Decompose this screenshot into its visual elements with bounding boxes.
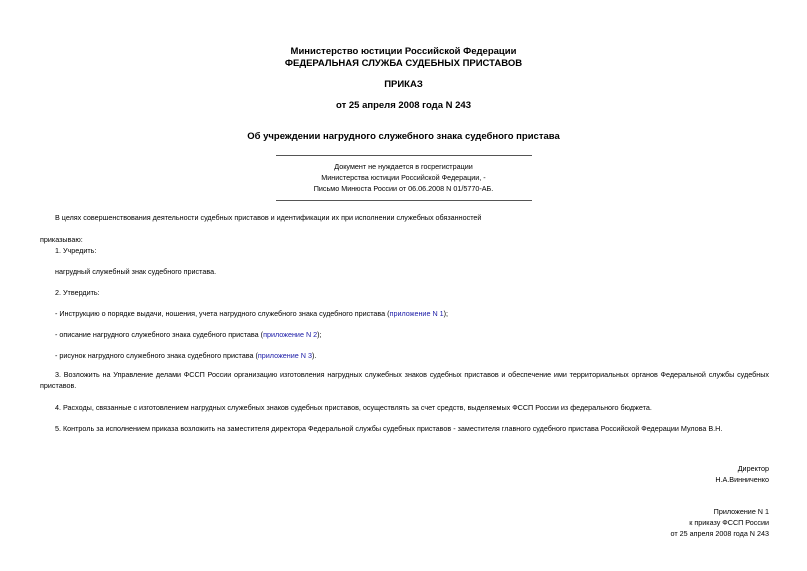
item-2: 2. Утвердить: — [55, 288, 100, 297]
item-3: 3. Возложить на Управление делами ФССП России организацию изготовления нагрудных служебных знаков судебных приставов и обеспечение ими территориальных органов Федеральной службы судебных приставов. — [40, 370, 769, 390]
note-line-2: Министерства юстиции Российской Федерации, - — [321, 173, 486, 182]
item-2-b-text: - описание нагрудного служебного знака судебного пристава ( — [55, 330, 264, 339]
ministry-heading: Министерство юстиции Российской Федерации — [290, 46, 517, 57]
appendix-line-1: Приложение N 1 — [713, 507, 769, 516]
item-2-c-text: - рисунок нагрудного служебного знака судебного пристава ( — [55, 351, 258, 360]
item-2-a-tail: ); — [443, 309, 449, 318]
item-1: 1. Учредить: — [55, 246, 97, 255]
item-1-text: нагрудный служебный знак судебного пристава. — [55, 267, 217, 276]
order-word: приказываю: — [40, 235, 83, 244]
note-top-rule — [276, 155, 532, 156]
item-2-c-tail: ). — [311, 351, 317, 360]
appendix-2-link[interactable]: приложение N 2 — [263, 330, 318, 339]
item-2-c — [55, 350, 316, 361]
note-bottom-rule — [276, 200, 532, 201]
item-5: 5. Контроль за исполнением приказа возложить на заместителя директора Федеральной службы судебных приставов - заместителя главного судебного пристава Российской Федерации Мулова В.Н. — [55, 424, 723, 433]
appendix-line-2: к приказу ФССП России — [689, 518, 769, 527]
note-line-3: Письмо Минюста России от 06.06.2008 N 01/5770-АБ. — [313, 184, 494, 193]
appendix-line-3: от 25 апреля 2008 года N 243 — [670, 529, 769, 538]
document-title: Об учреждении нагрудного служебного знака судебного пристава — [247, 131, 560, 142]
signature-name: Н.А.Винниченко — [715, 475, 769, 484]
signature-position: Директор — [737, 464, 769, 473]
item-2-b-tail: ); — [317, 330, 322, 339]
note-line-1: Документ не нуждается в госрегистрации — [334, 162, 473, 171]
item-2-a — [55, 308, 448, 319]
doc-type-heading: ПРИКАЗ — [384, 79, 423, 90]
date-number-heading: от 25 апреля 2008 года N 243 — [336, 100, 471, 111]
item-4: 4. Расходы, связанные с изготовлением нагрудных служебных знаков судебных приставов, осуществлять за счет средств, выделяемых ФССП России из федерального бюджета. — [55, 403, 652, 412]
appendix-3-link[interactable]: приложение N 3 — [257, 351, 312, 360]
preamble: В целях совершенствования деятельности судебных приставов и идентификации их при исполнении служебных обязанностей — [55, 213, 482, 222]
item-2-b — [55, 329, 322, 340]
service-heading: ФЕДЕРАЛЬНАЯ СЛУЖБА СУДЕБНЫХ ПРИСТАВОВ — [284, 58, 523, 69]
appendix-1-link[interactable]: приложение N 1 — [389, 309, 444, 318]
item-2-a-text: - Инструкцию о порядке выдачи, ношения, учета нагрудного служебного знака судебного пристава ( — [55, 309, 390, 318]
